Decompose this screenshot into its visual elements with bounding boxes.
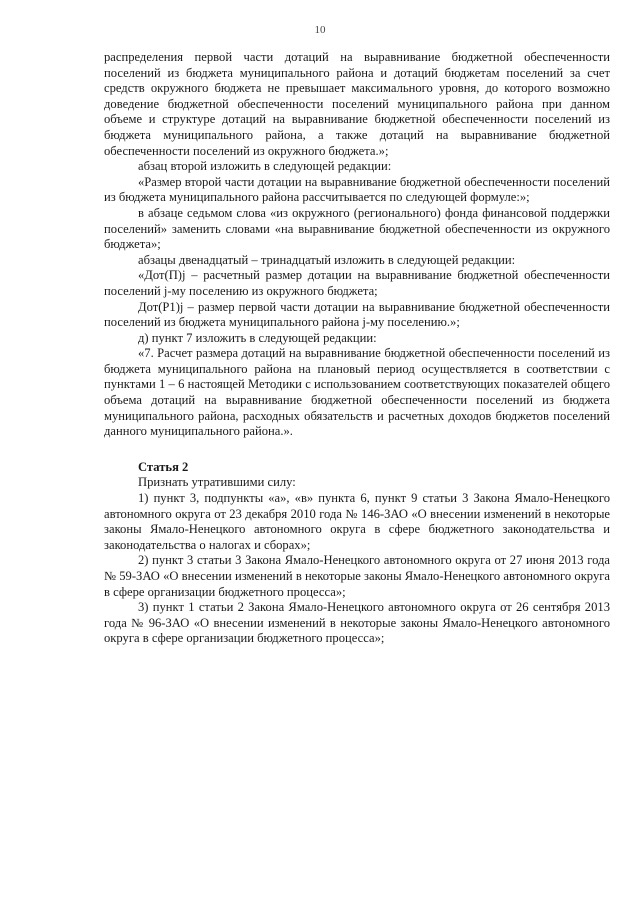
paragraph-quote: Дот(Р1)j – размер первой части дотации на выравнивание бюджетной обеспеченности поселений из бюджета муниципального района j-му поселению.»;	[104, 299, 610, 330]
page-number: 10	[314, 24, 326, 36]
paragraph-continuation: распределения первой части дотаций на выравнивание бюджетной обеспеченности поселений из бюджета муниципального района и дотаций бюджетам поселений за счет средств окружного бюджета не превышает максимального уровня, до которого возможно доведение бюджетной обеспеченности поселений муниципального района при данном объеме и структуре дотаций на выравнивание бюджетной обеспеченности поселений из бюджета муниципального района, а также дотаций на выравнивание бюджетной обеспеченности поселений из окружного бюджета.»;	[104, 50, 610, 158]
document-body	[104, 50, 610, 647]
article-paragraph: 2) пункт 3 статьи 3 Закона Ямало-Ненецкого автономного округа от 27 июня 2013 года № 59-ЗАО «О внесении изменений в некоторые законы Ямало-Ненецкого автономного округа в сфере организации бюджетного процесса»;	[104, 553, 610, 599]
article-paragraph: 1) пункт 3, подпункты «а», «в» пункта 6, пункт 9 статьи 3 Закона Ямало-Ненецкого автономного округа от 23 декабря 2010 года № 146-ЗАО «О внесении изменений в некоторые законы Ямало-Ненецкого автономного округа в сфере бюджетного законодательства и законодательства о налогах и сборах»;	[104, 491, 610, 552]
paragraph-quote: «Размер второй части дотации на выравнивание бюджетной обеспеченности поселений из бюджета муниципального района рассчитывается по следующей формуле:»;	[104, 174, 610, 205]
paragraph-quote: «7. Расчет размера дотаций на выравнивание бюджетной обеспеченности поселений из бюджета муниципального района на плановый период осуществляется в соответствии с пунктами 1 – 6 настоящей Методики с использованием соответствующих показателей общего объема дотаций на выравнивание бюджетной обеспеченности поселений из бюджета муниципального района, расходных обязательств и расчетных доходов бюджетов поселений данного муниципального района.».	[104, 346, 610, 439]
article-paragraph: Признать утратившими силу:	[138, 475, 296, 490]
paragraph-instruction: д) пункт 7 изложить в следующей редакции:	[138, 330, 377, 345]
paragraph-instruction: абзац второй изложить в следующей редакции:	[138, 159, 392, 174]
paragraph-quote: «Дот(П)j – расчетный размер дотации на выравнивание бюджетной обеспеченности поселений j-му поселению из окружного бюджета;	[104, 268, 610, 298]
paragraph-instruction: в абзаце седьмом слова «из окружного (регионального) фонда финансовой поддержки поселений» заменить словами «на выравнивание бюджетной обеспеченности из окружного бюджета»;	[104, 205, 610, 252]
article-heading: Статья 2	[138, 459, 189, 474]
paragraph-instruction: абзацы двенадцатый – тринадцатый изложить в следующей редакции:	[138, 252, 516, 267]
article-paragraph: 3) пункт 1 статьи 2 Закона Ямало-Ненецкого автономного округа от 26 сентября 2013 года № 96-ЗАО «О внесении изменений в некоторые законы Ямало-Ненецкого автономного округа в сфере организации бюджетного процесса»;	[104, 600, 610, 646]
